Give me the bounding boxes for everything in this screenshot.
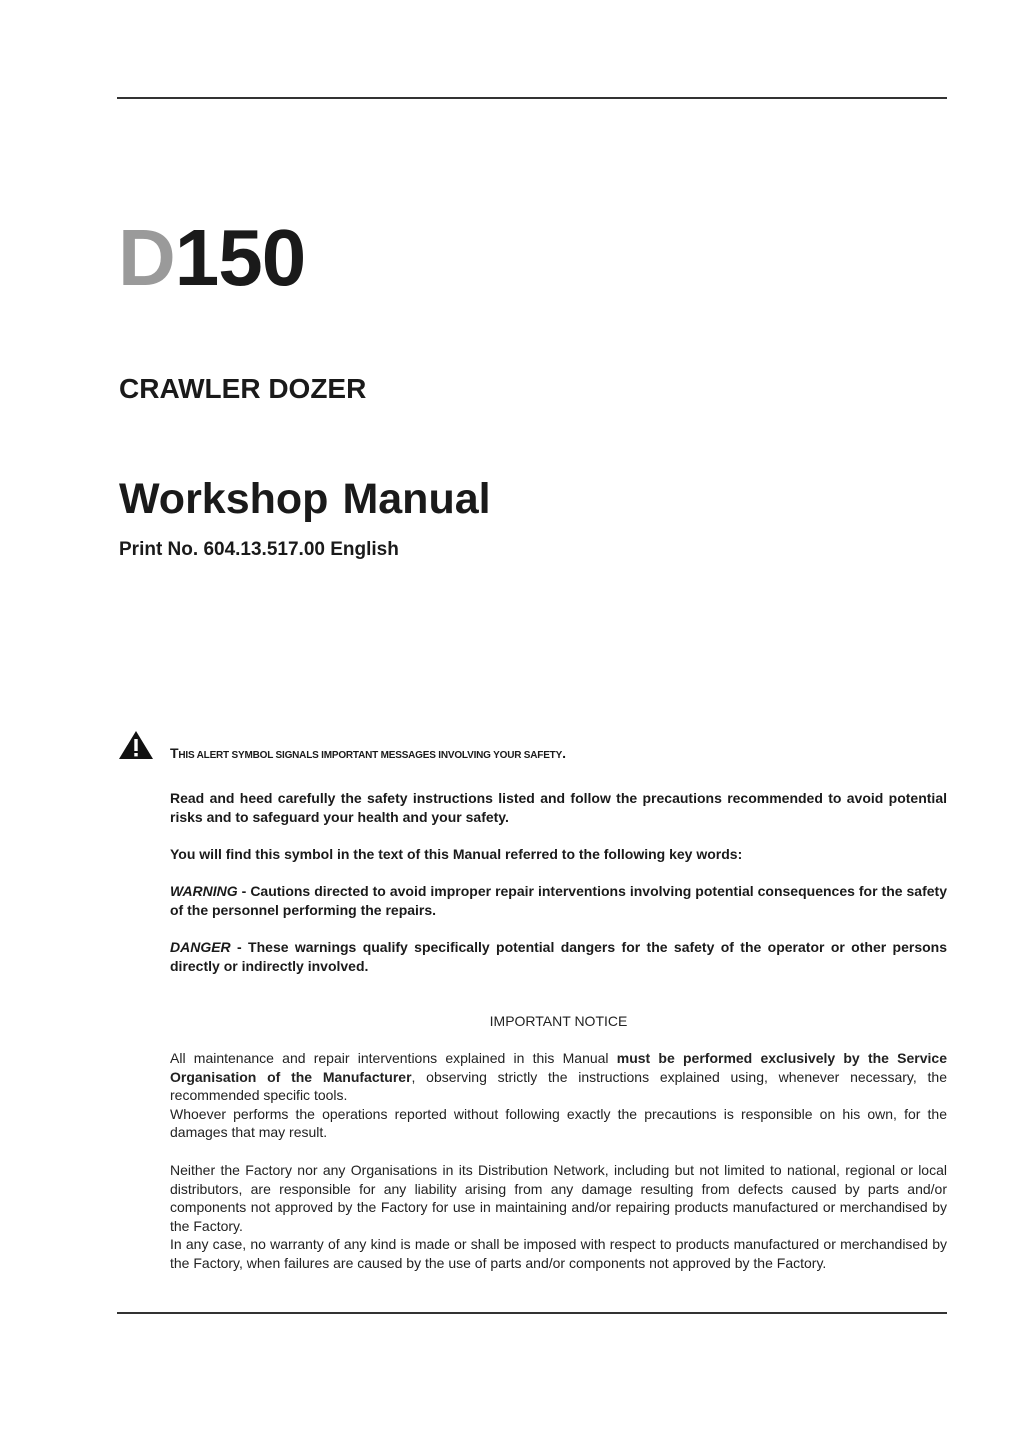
- model-number: 150: [174, 213, 306, 302]
- manual-title-word1: Workshop: [119, 475, 329, 523]
- print-number: Print No. 604.13.517.00 English: [119, 539, 399, 560]
- danger-text: - These warnings qualify specifically potential dangers for the safety of the operator or other persons directly or indirectly involved.: [170, 939, 947, 974]
- alert-heading-end: .: [562, 745, 566, 761]
- responsibility-sentence: Whoever performs the operations reported without following exactly the precautions is responsible on his own, for the damages that may result.: [170, 1105, 947, 1141]
- warning-definition: [170, 882, 947, 919]
- machine-type: CRAWLER DOZER: [119, 373, 367, 404]
- warning-text: - Cautions directed to avoid improper repair interventions involving potential consequences for the safety of the personnel performing the repairs.: [170, 883, 947, 918]
- factory-liability-text: Neither the Factory nor any Organisations in its Distribution Network, including but not limited to national, regional or local distributors, are responsible for any liability arising from any damage resulting from defects caused by parts and/or components not approved by the Factory for use in maintaining and/or repairing products manufactured or merchandised by the Factory.: [170, 1162, 947, 1234]
- model-prefix: D: [118, 213, 175, 302]
- warning-triangle-icon: [118, 730, 154, 760]
- top-divider: [117, 97, 947, 99]
- danger-definition: [170, 938, 947, 975]
- important-notice-title: IMPORTANT NOTICE: [489, 1013, 628, 1029]
- maintenance-intro: All maintenance and repair interventions explained in this Manual: [170, 1050, 617, 1066]
- manual-title: [119, 476, 491, 523]
- manual-title-word2: Manual: [342, 475, 491, 523]
- danger-keyword: DANGER: [170, 939, 231, 955]
- bottom-divider: [117, 1312, 947, 1314]
- alert-heading-initial: T: [170, 745, 179, 761]
- liability-paragraph: [170, 1161, 947, 1273]
- warning-keyword: WARNING: [170, 883, 238, 899]
- key-words-intro: You will find this symbol in the text of this Manual referred to the following key words:: [170, 846, 743, 862]
- warranty-text: In any case, no warranty of any kind is made or shall be imposed with respect to products manufactured or merchandised by the Factory, when failures are caused by the use of parts and/or components not approved by the Factory.: [170, 1236, 947, 1271]
- maintenance-rest: , observing strictly the instructions explained using, whenever necessary, the recommended specific tools.: [170, 1068, 947, 1104]
- safety-instructions-paragraph: Read and heed carefully the safety instructions listed and follow the precautions recommended to avoid potential risks and to safeguard your health and your safety.: [170, 790, 947, 825]
- maintenance-paragraph: [170, 1049, 947, 1142]
- alert-heading: [170, 745, 566, 762]
- maintenance-emphasis: must be performed exclusively by the Service Organisation of the Manufacturer: [170, 1050, 947, 1085]
- alert-heading-text: HIS ALERT SYMBOL SIGNALS IMPORTANT MESSAGES INVOLVING YOUR SAFETY: [178, 750, 563, 761]
- model-designation: [118, 213, 306, 302]
